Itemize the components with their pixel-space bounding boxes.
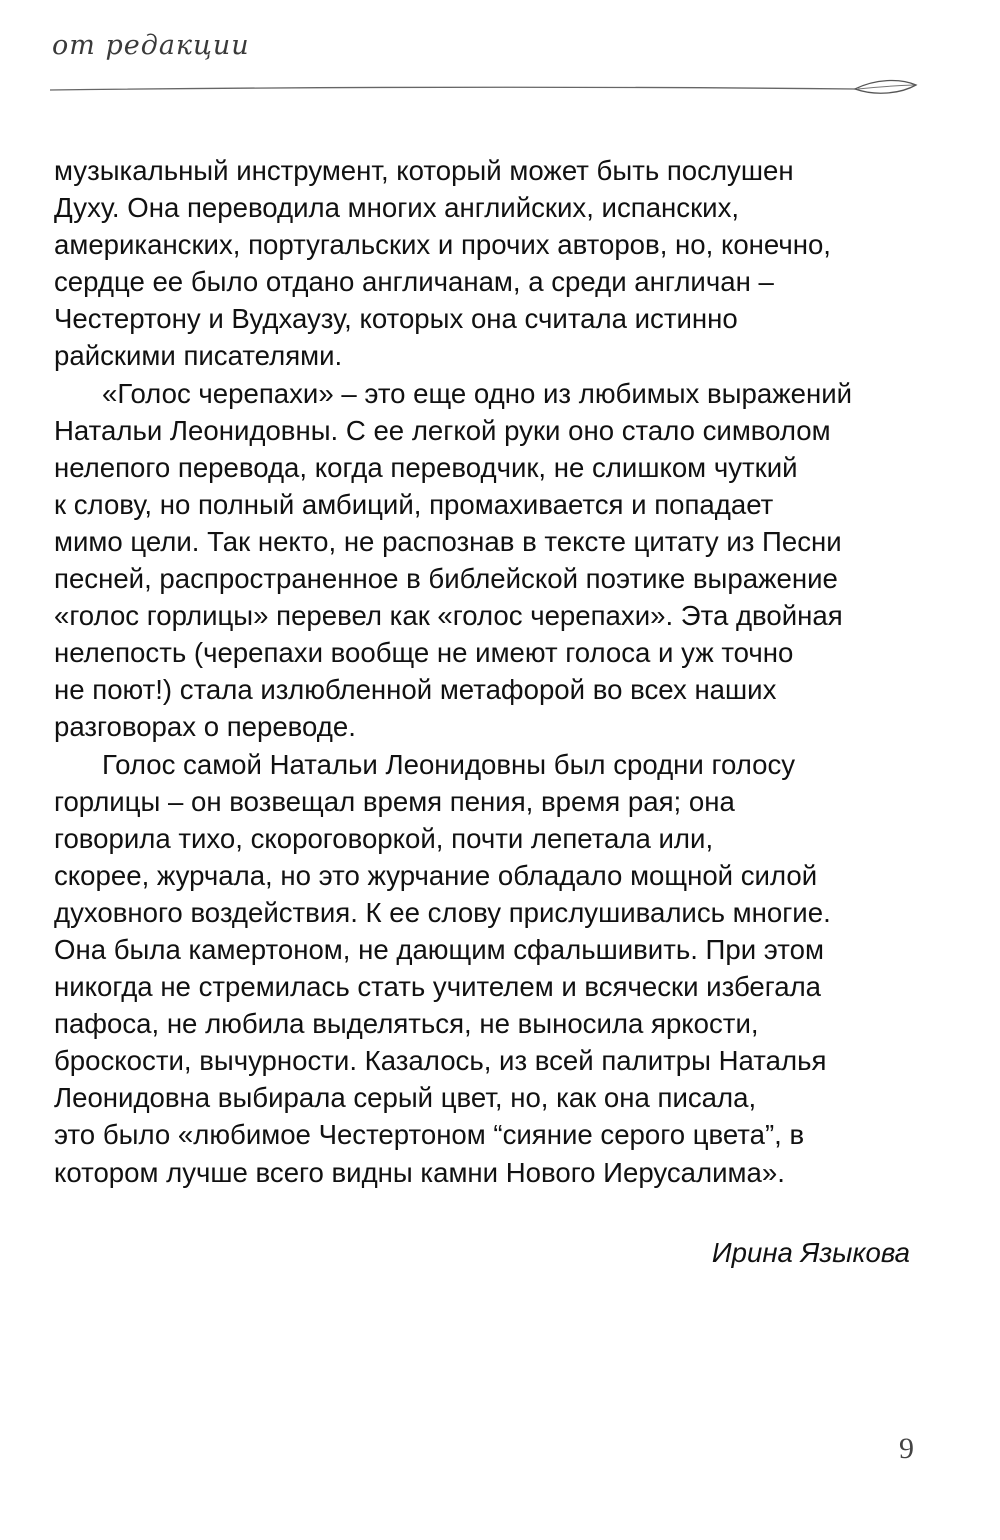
- paragraph-2: [54, 375, 924, 746]
- text-line: пафоса, не любила выделяться, не выносила яркости,: [54, 1008, 759, 1040]
- text-line: горлицы – он возвещал время пения, время рая; она: [54, 785, 735, 817]
- text-line: американских, португальских и прочих авторов, но, конечно,: [54, 229, 831, 261]
- text-line: разговорах о переводе.: [54, 711, 356, 743]
- text-line: песней, распространенное в библейской поэтике выражение: [54, 563, 838, 595]
- text-line: сердце ее было отдано англичанам, а среди англичан –: [54, 266, 774, 298]
- text-line: говорила тихо, скороговоркой, почти лепетала или,: [54, 822, 714, 854]
- text-line: нелепость (черепахи вообще не имеют голоса и уж точно: [54, 637, 794, 669]
- running-head: от редакции: [52, 30, 250, 61]
- text-line: не поют!) стала излюбленной метафорой во всех наших: [54, 674, 777, 706]
- page-number: 9: [899, 1432, 914, 1465]
- text-line: нелепого перевода, когда переводчик, не слишком чуткий: [54, 451, 798, 483]
- text-line: Честертону и Вудхаузу, которых она считала истинно: [54, 303, 738, 335]
- article-body: [54, 152, 924, 1191]
- text-line: броскости, вычурности. Казалось, из всей палитры Наталья: [54, 1045, 827, 1077]
- header-rule-ornament: [50, 74, 920, 104]
- paragraph-1: [54, 152, 924, 375]
- text-line: к слову, но полный амбиций, промахивается и попадает: [54, 488, 774, 520]
- text-line: «Голос черепахи» – это еще одно из любимых выражений: [102, 377, 853, 409]
- text-line: Голос самой Натальи Леонидовны был сродни голосу: [102, 748, 796, 780]
- text-line: музыкальный инструмент, который может быть послушен: [54, 155, 794, 186]
- text-line: духовного воздействия. К ее слову прислушивались многие.: [54, 896, 831, 928]
- text-line: Натальи Леонидовны. С ее легкой руки оно стало символом: [54, 414, 831, 446]
- text-line: это было «любимое Честертоном “сияние серого цвета”, в: [54, 1119, 805, 1151]
- text-line: котором лучше всего видны камни Нового Иерусалима».: [54, 1156, 785, 1188]
- text-line: мимо цели. Так некто, не распознав в тексте цитату из Песни: [54, 525, 842, 557]
- text-line: райскими писателями.: [54, 340, 343, 372]
- text-line: никогда не стремилась стать учителем и всячески избегала: [54, 971, 822, 1003]
- author-signature: Ирина Языкова: [711, 1237, 910, 1268]
- paragraph-3: [54, 746, 924, 1191]
- text-line: Духу. Она переводила многих английских, испанских,: [54, 192, 740, 224]
- text-line: Она была камертоном, не дающим сфальшивить. При этом: [54, 933, 824, 965]
- text-line: скорее, журчала, но это журчание обладало мощной силой: [54, 859, 818, 891]
- text-line: «голос горлицы» перевел как «голос черепахи». Эта двойная: [54, 600, 843, 632]
- text-line: Леонидовна выбирала серый цвет, но, как она писала,: [54, 1082, 757, 1114]
